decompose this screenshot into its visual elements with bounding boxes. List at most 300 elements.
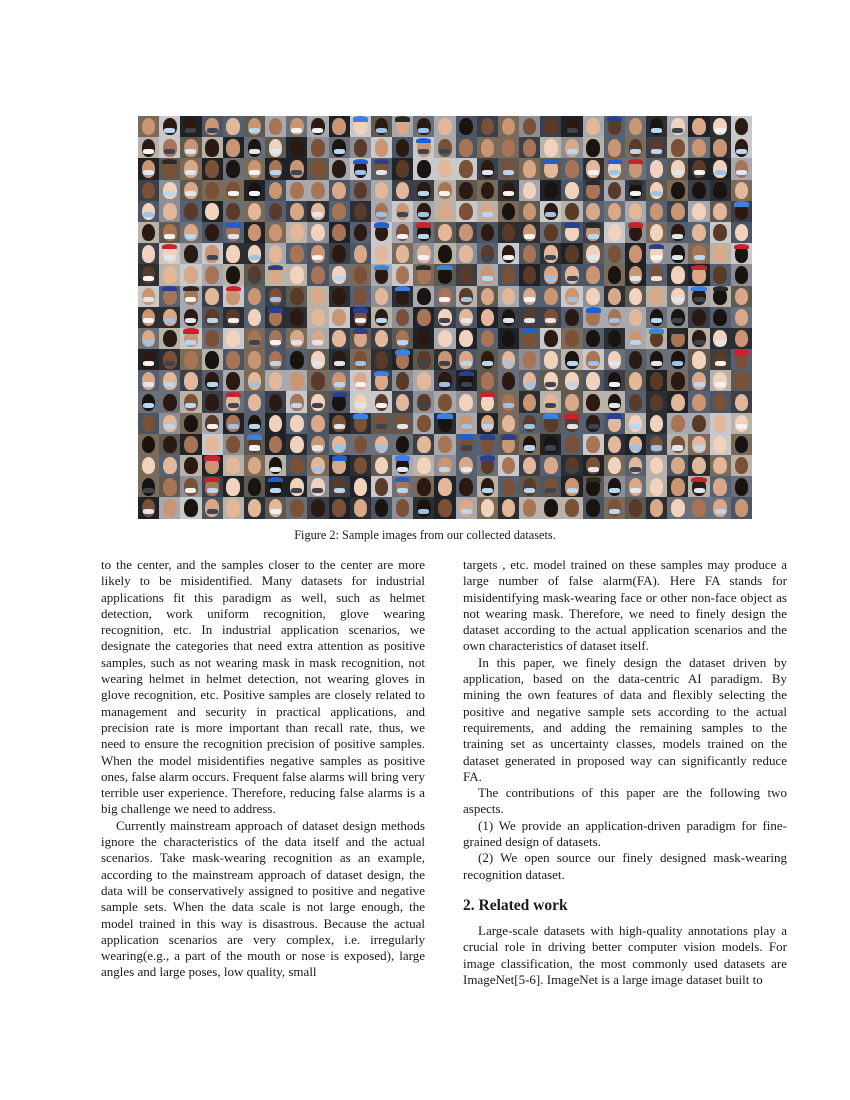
cap-shape	[734, 244, 749, 250]
face-shape	[523, 478, 537, 495]
face-shape	[459, 160, 473, 177]
face-shape	[608, 436, 622, 453]
face-thumbnail	[731, 497, 752, 518]
face-mask-shape	[694, 340, 705, 345]
face-mask-shape	[439, 382, 450, 387]
face-shape	[248, 330, 262, 347]
face-thumbnail	[434, 328, 455, 349]
face-mask-shape	[185, 488, 196, 493]
face-mask-shape	[249, 170, 260, 175]
face-mask-shape	[376, 424, 387, 429]
face-shape	[735, 436, 749, 453]
face-shape	[459, 139, 473, 156]
face-thumbnail	[413, 137, 434, 158]
face-thumbnail	[688, 201, 709, 222]
face-thumbnail	[244, 116, 265, 137]
face-thumbnail	[604, 286, 625, 307]
face-thumbnail	[371, 307, 392, 328]
face-thumbnail	[159, 243, 180, 264]
face-shape	[226, 160, 240, 177]
face-mask-shape	[609, 318, 620, 323]
face-thumbnail	[540, 476, 561, 497]
face-thumbnail	[392, 201, 413, 222]
face-mask-shape	[143, 488, 154, 493]
face-shape	[438, 436, 452, 453]
cap-shape	[437, 413, 452, 419]
face-shape	[354, 245, 368, 262]
face-thumbnail	[434, 243, 455, 264]
face-thumbnail	[159, 349, 180, 370]
face-thumbnail	[392, 137, 413, 158]
face-thumbnail	[202, 497, 223, 518]
cap-shape	[459, 371, 474, 377]
face-thumbnail	[688, 137, 709, 158]
face-mask-shape	[143, 403, 154, 408]
face-shape	[269, 118, 283, 135]
face-thumbnail	[159, 158, 180, 179]
face-thumbnail	[434, 286, 455, 307]
face-thumbnail	[667, 180, 688, 201]
face-mask-shape	[567, 361, 578, 366]
face-shape	[290, 499, 304, 516]
face-mask-shape	[545, 403, 556, 408]
face-mask-shape	[185, 340, 196, 345]
face-thumbnail	[244, 307, 265, 328]
face-thumbnail	[244, 264, 265, 285]
cap-shape	[395, 286, 410, 292]
face-mask-shape	[503, 255, 514, 260]
face-shape	[586, 436, 600, 453]
face-thumbnail	[138, 497, 159, 518]
face-thumbnail	[180, 180, 201, 201]
sample-images-mosaic	[138, 116, 752, 519]
face-mask-shape	[715, 128, 726, 133]
face-mask-shape	[355, 382, 366, 387]
face-shape	[438, 394, 452, 411]
face-thumbnail	[646, 497, 667, 518]
face-shape	[354, 288, 368, 305]
face-thumbnail	[646, 201, 667, 222]
face-mask-shape	[482, 276, 493, 281]
face-thumbnail	[329, 180, 350, 201]
face-mask-shape	[524, 297, 535, 302]
face-shape	[163, 139, 177, 156]
face-shape	[142, 139, 156, 156]
cap-shape	[564, 413, 579, 419]
cap-shape	[437, 265, 452, 271]
face-shape	[290, 288, 304, 305]
face-thumbnail	[350, 243, 371, 264]
face-shape	[481, 139, 495, 156]
face-thumbnail	[286, 307, 307, 328]
face-mask-shape	[715, 170, 726, 175]
face-thumbnail	[583, 307, 604, 328]
face-mask-shape	[545, 488, 556, 493]
face-image-grid	[138, 116, 752, 519]
face-thumbnail	[265, 243, 286, 264]
face-thumbnail	[561, 201, 582, 222]
face-mask-shape	[672, 361, 683, 366]
face-mask-shape	[207, 318, 218, 323]
face-thumbnail	[540, 434, 561, 455]
face-thumbnail	[710, 328, 731, 349]
face-thumbnail	[202, 391, 223, 412]
cap-shape	[374, 371, 389, 377]
face-mask-shape	[418, 403, 429, 408]
face-mask-shape	[630, 488, 641, 493]
face-shape	[417, 415, 431, 432]
face-thumbnail	[477, 349, 498, 370]
face-mask-shape	[143, 170, 154, 175]
face-mask-shape	[334, 361, 345, 366]
face-shape	[544, 139, 558, 156]
face-thumbnail	[434, 391, 455, 412]
face-thumbnail	[138, 434, 159, 455]
face-mask-shape	[524, 318, 535, 323]
face-shape	[269, 394, 283, 411]
face-thumbnail	[371, 476, 392, 497]
face-thumbnail	[625, 158, 646, 179]
face-thumbnail	[202, 370, 223, 391]
face-shape	[713, 330, 727, 347]
face-thumbnail	[350, 370, 371, 391]
face-thumbnail	[265, 328, 286, 349]
face-mask-shape	[355, 170, 366, 175]
face-thumbnail	[540, 222, 561, 243]
face-mask-shape	[164, 382, 175, 387]
face-thumbnail	[540, 243, 561, 264]
face-shape	[692, 203, 706, 220]
face-mask-shape	[334, 276, 345, 281]
face-thumbnail	[223, 307, 244, 328]
face-thumbnail	[688, 180, 709, 201]
face-thumbnail	[413, 455, 434, 476]
face-shape	[438, 457, 452, 474]
cap-shape	[204, 455, 219, 461]
face-shape	[311, 499, 325, 516]
face-thumbnail	[202, 413, 223, 434]
face-thumbnail	[583, 180, 604, 201]
face-shape	[671, 478, 685, 495]
face-shape	[650, 288, 664, 305]
face-thumbnail	[519, 286, 540, 307]
face-shape	[608, 139, 622, 156]
face-shape	[184, 118, 198, 135]
face-shape	[438, 160, 452, 177]
face-mask-shape	[270, 361, 281, 366]
face-thumbnail	[477, 370, 498, 391]
face-shape	[205, 394, 219, 411]
face-shape	[629, 330, 643, 347]
face-thumbnail	[329, 497, 350, 518]
face-mask-shape	[143, 361, 154, 366]
face-mask-shape	[334, 488, 345, 493]
face-mask-shape	[461, 424, 472, 429]
face-mask-shape	[291, 488, 302, 493]
body-paragraph: targets , etc. model trained on these samples may produce a large number of false alarm(FA). Here FA stands for misidentifying mask-wearing face or other non-face object as not wearing mask. Therefore, we need to finely design the dataset according to the actual application scenarios and the own characteristics of dataset itself.	[463, 557, 787, 654]
cap-shape	[204, 477, 219, 483]
face-thumbnail	[371, 264, 392, 285]
face-thumbnail	[307, 370, 328, 391]
face-thumbnail	[223, 328, 244, 349]
face-shape	[502, 288, 516, 305]
face-mask-shape	[651, 128, 662, 133]
face-thumbnail	[667, 286, 688, 307]
face-shape	[354, 266, 368, 283]
face-mask-shape	[418, 149, 429, 154]
cap-shape	[586, 477, 601, 483]
face-thumbnail	[223, 413, 244, 434]
face-thumbnail	[286, 370, 307, 391]
face-mask-shape	[630, 340, 641, 345]
face-thumbnail	[456, 222, 477, 243]
face-mask-shape	[228, 234, 239, 239]
cap-shape	[501, 434, 516, 440]
face-mask-shape	[694, 170, 705, 175]
face-mask-shape	[439, 318, 450, 323]
face-shape	[354, 224, 368, 241]
face-shape	[184, 351, 198, 368]
face-thumbnail	[329, 370, 350, 391]
face-thumbnail	[371, 370, 392, 391]
face-mask-shape	[588, 255, 599, 260]
face-mask-shape	[503, 318, 514, 323]
face-shape	[671, 499, 685, 516]
face-shape	[523, 457, 537, 474]
face-shape	[269, 330, 283, 347]
face-thumbnail	[731, 158, 752, 179]
face-mask-shape	[312, 467, 323, 472]
face-thumbnail	[413, 222, 434, 243]
face-thumbnail	[498, 116, 519, 137]
face-thumbnail	[329, 307, 350, 328]
face-thumbnail	[223, 180, 244, 201]
face-thumbnail	[180, 391, 201, 412]
face-shape	[650, 478, 664, 495]
face-thumbnail	[223, 222, 244, 243]
face-mask-shape	[524, 234, 535, 239]
face-thumbnail	[583, 116, 604, 137]
face-mask-shape	[249, 276, 260, 281]
face-shape	[438, 245, 452, 262]
face-shape	[311, 118, 325, 135]
face-thumbnail	[244, 370, 265, 391]
face-shape	[142, 415, 156, 432]
face-thumbnail	[477, 391, 498, 412]
face-shape	[290, 309, 304, 326]
face-thumbnail	[583, 413, 604, 434]
face-mask-shape	[630, 445, 641, 450]
face-thumbnail	[244, 455, 265, 476]
face-thumbnail	[434, 180, 455, 201]
face-mask-shape	[185, 234, 196, 239]
face-mask-shape	[588, 424, 599, 429]
face-mask-shape	[228, 403, 239, 408]
face-thumbnail	[456, 413, 477, 434]
cap-shape	[649, 328, 664, 334]
face-shape	[142, 330, 156, 347]
face-thumbnail	[731, 264, 752, 285]
face-shape	[417, 351, 431, 368]
face-thumbnail	[350, 137, 371, 158]
face-thumbnail	[180, 116, 201, 137]
face-thumbnail	[731, 349, 752, 370]
face-thumbnail	[477, 476, 498, 497]
face-shape	[735, 372, 749, 389]
face-mask-shape	[630, 149, 641, 154]
face-thumbnail	[138, 264, 159, 285]
face-shape	[396, 182, 410, 199]
cap-shape	[353, 413, 368, 419]
body-paragraph: (1) We provide an application-driven paradigm for fine-grained design of datasets.	[463, 817, 787, 850]
face-thumbnail	[583, 264, 604, 285]
face-shape	[248, 139, 262, 156]
face-mask-shape	[482, 488, 493, 493]
face-mask-shape	[249, 424, 260, 429]
face-shape	[735, 394, 749, 411]
face-thumbnail	[329, 476, 350, 497]
face-mask-shape	[545, 445, 556, 450]
face-thumbnail	[223, 455, 244, 476]
face-thumbnail	[413, 391, 434, 412]
face-mask-shape	[143, 382, 154, 387]
cap-shape	[332, 392, 347, 398]
face-thumbnail	[498, 434, 519, 455]
face-shape	[650, 118, 664, 135]
face-thumbnail	[244, 180, 265, 201]
face-thumbnail	[159, 222, 180, 243]
face-mask-shape	[418, 128, 429, 133]
face-shape	[565, 436, 579, 453]
face-thumbnail	[625, 264, 646, 285]
face-mask-shape	[609, 382, 620, 387]
face-shape	[629, 309, 643, 326]
face-mask-shape	[630, 191, 641, 196]
face-thumbnail	[498, 286, 519, 307]
face-mask-shape	[482, 255, 493, 260]
face-thumbnail	[223, 370, 244, 391]
face-shape	[481, 288, 495, 305]
face-thumbnail	[180, 158, 201, 179]
face-shape	[438, 224, 452, 241]
face-shape	[608, 457, 622, 474]
face-thumbnail	[519, 455, 540, 476]
face-thumbnail	[688, 497, 709, 518]
face-thumbnail	[329, 264, 350, 285]
face-mask-shape	[185, 297, 196, 302]
face-thumbnail	[202, 434, 223, 455]
face-thumbnail	[667, 201, 688, 222]
face-mask-shape	[609, 170, 620, 175]
face-thumbnail	[307, 222, 328, 243]
face-shape	[692, 139, 706, 156]
face-shape	[459, 394, 473, 411]
face-thumbnail	[477, 222, 498, 243]
face-thumbnail	[456, 328, 477, 349]
face-thumbnail	[350, 222, 371, 243]
face-shape	[142, 351, 156, 368]
face-shape	[481, 372, 495, 389]
face-thumbnail	[307, 349, 328, 370]
face-thumbnail	[392, 264, 413, 285]
face-shape	[417, 436, 431, 453]
face-thumbnail	[731, 222, 752, 243]
face-shape	[565, 394, 579, 411]
face-thumbnail	[265, 370, 286, 391]
face-shape	[396, 139, 410, 156]
face-mask-shape	[418, 509, 429, 514]
face-thumbnail	[710, 349, 731, 370]
face-mask-shape	[567, 382, 578, 387]
face-mask-shape	[334, 445, 345, 450]
face-mask-shape	[207, 509, 218, 514]
face-shape	[713, 478, 727, 495]
face-thumbnail	[180, 497, 201, 518]
cap-shape	[395, 455, 410, 461]
face-thumbnail	[667, 222, 688, 243]
face-shape	[269, 224, 283, 241]
face-shape	[523, 182, 537, 199]
face-thumbnail	[329, 434, 350, 455]
face-shape	[735, 139, 749, 156]
face-shape	[565, 499, 579, 516]
face-thumbnail	[159, 391, 180, 412]
face-thumbnail	[244, 286, 265, 307]
face-thumbnail	[710, 243, 731, 264]
face-thumbnail	[350, 455, 371, 476]
face-thumbnail	[519, 201, 540, 222]
face-thumbnail	[244, 391, 265, 412]
face-mask-shape	[588, 361, 599, 366]
cap-shape	[353, 328, 368, 334]
cap-shape	[734, 349, 749, 355]
face-shape	[438, 478, 452, 495]
face-shape	[332, 245, 346, 262]
face-shape	[629, 245, 643, 262]
face-thumbnail	[350, 116, 371, 137]
face-thumbnail	[561, 497, 582, 518]
face-thumbnail	[731, 137, 752, 158]
face-shape	[629, 394, 643, 411]
face-shape	[502, 224, 516, 241]
face-thumbnail	[223, 286, 244, 307]
face-shape	[438, 351, 452, 368]
face-thumbnail	[710, 158, 731, 179]
face-shape	[608, 478, 622, 495]
face-mask-shape	[143, 509, 154, 514]
face-thumbnail	[540, 328, 561, 349]
face-thumbnail	[583, 349, 604, 370]
face-thumbnail	[625, 286, 646, 307]
face-thumbnail	[202, 201, 223, 222]
face-mask-shape	[207, 424, 218, 429]
face-thumbnail	[244, 476, 265, 497]
cap-shape	[374, 159, 389, 165]
face-shape	[226, 499, 240, 516]
face-thumbnail	[688, 370, 709, 391]
face-thumbnail	[498, 137, 519, 158]
face-shape	[248, 394, 262, 411]
face-thumbnail	[350, 497, 371, 518]
face-thumbnail	[710, 476, 731, 497]
face-shape	[713, 182, 727, 199]
face-thumbnail	[561, 434, 582, 455]
face-mask-shape	[672, 234, 683, 239]
face-thumbnail	[371, 116, 392, 137]
face-shape	[142, 118, 156, 135]
face-mask-shape	[397, 212, 408, 217]
face-thumbnail	[667, 413, 688, 434]
